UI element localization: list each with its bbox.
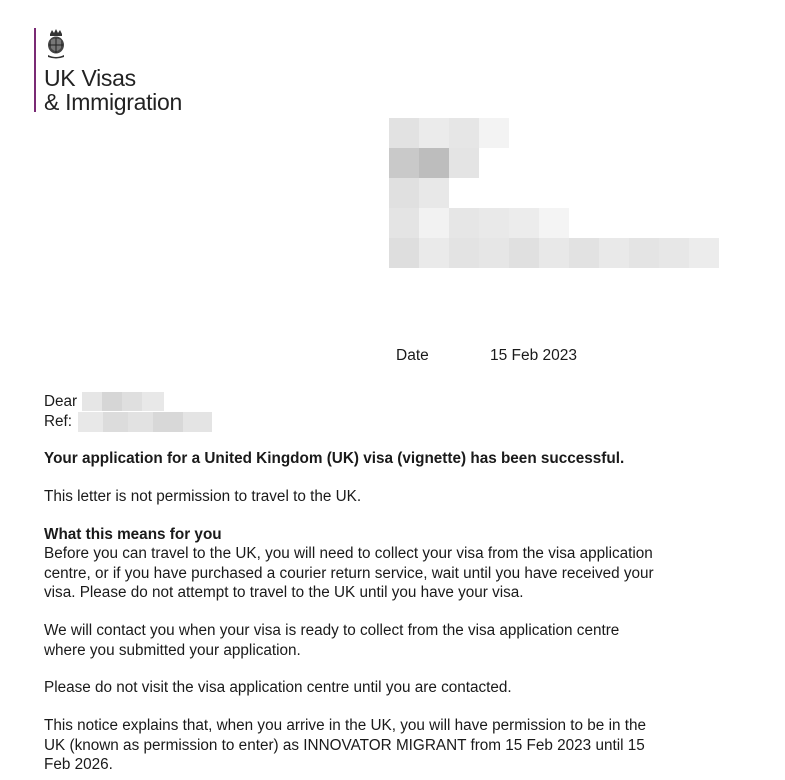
date-label: Date	[396, 347, 429, 364]
ref-label: Ref:	[44, 413, 73, 430]
paragraph-4-line-2: UK (known as permission to enter) as INNOVATOR MIGRANT from 15 Feb 2023 until 15	[44, 736, 645, 754]
paragraph-1-line-2: centre, or if you have purchased a courier return service, wait until you have received your	[44, 564, 654, 582]
paragraph-3: Please do not visit the visa application centre until you are contacted.	[44, 679, 512, 696]
uk-visas-immigration-logo	[34, 28, 194, 114]
date-value: 15 Feb 2023	[490, 347, 578, 364]
royal-crest-icon	[45, 28, 67, 60]
logo-line-2: & Immigration	[44, 89, 182, 115]
travel-notice: This letter is not permission to travel to the UK.	[44, 488, 362, 505]
dear-label: Dear	[44, 393, 78, 410]
redacted-reference	[78, 412, 212, 432]
paragraph-4-line-3: Feb 2026.	[44, 756, 113, 773]
redacted-address-block	[389, 118, 719, 270]
paragraph-1-line-3: visa. Please do not attempt to travel to the UK until you have your visa.	[44, 584, 524, 601]
redacted-name	[82, 392, 164, 411]
section-heading: What this means for you	[44, 526, 222, 543]
success-headline: Your application for a United Kingdom (UK) visa (vignette) has been successful.	[44, 450, 625, 467]
paragraph-1-line-1: Before you can travel to the UK, you will need to collect your visa from the visa application	[44, 545, 653, 562]
paragraph-2-line-1: We will contact you when your visa is ready to collect from the visa application centre	[44, 622, 620, 639]
logo-text	[44, 66, 182, 114]
paragraph-2-line-2: where you submitted your application.	[44, 641, 301, 659]
paragraph-4-line-1: This notice explains that, when you arrive in the UK, you will have permission to be in the	[44, 717, 646, 734]
logo-accent-bar	[34, 28, 36, 112]
logo-line-1: UK Visas	[44, 65, 136, 91]
